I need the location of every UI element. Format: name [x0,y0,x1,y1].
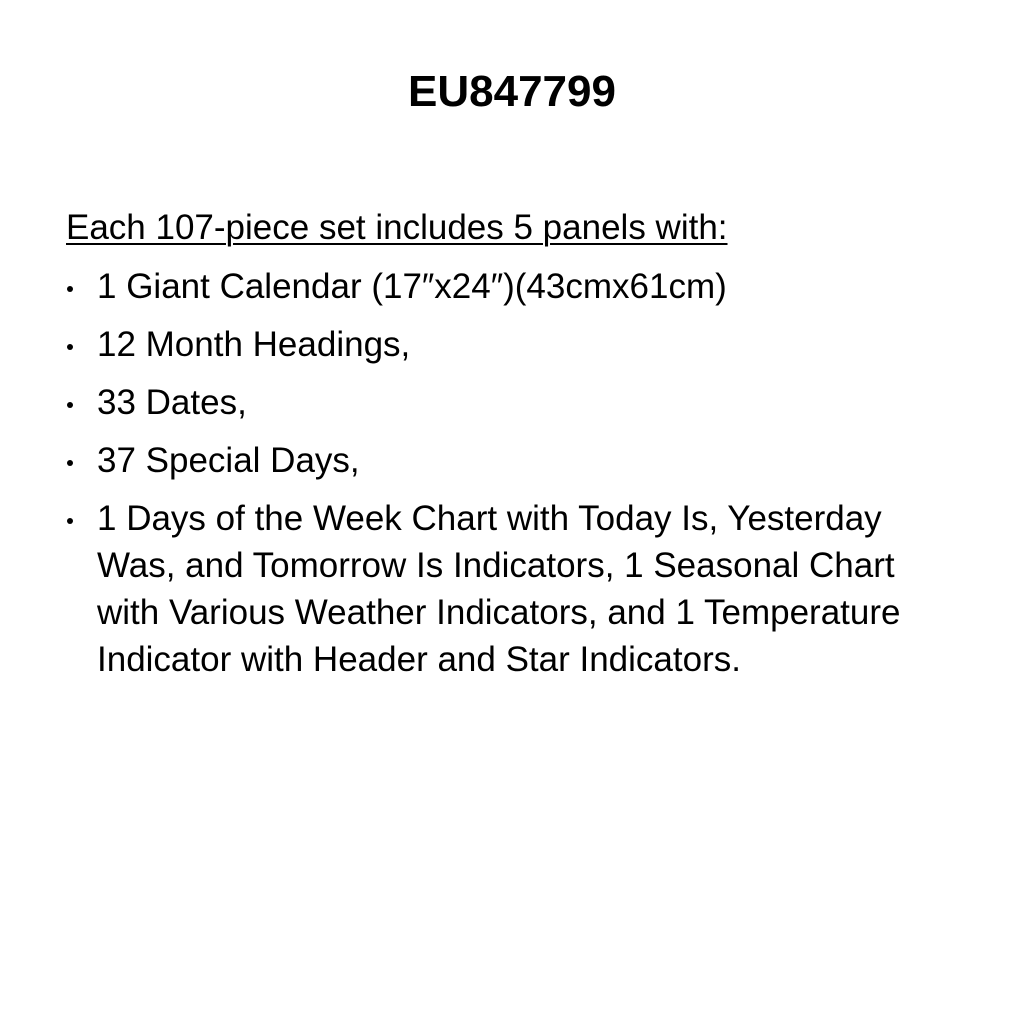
list-item [66,263,956,310]
product-code-title: EU847799 [408,67,616,116]
list-item-text: 1 Giant Calendar (17″x24″)(43cmx61cm) [97,267,727,306]
set-contents-intro: Each 107-piece set includes 5 panels with: [66,208,728,247]
list-item [66,495,956,683]
bullet-icon [66,321,74,368]
bullet-icon [66,379,74,426]
list-item [66,437,956,484]
list-item-text: 1 Days of the Week Chart with Today Is, Yesterday Was, and Tomorrow Is Indicators, 1 Seasonal Chart with Various Weather Indicators, and 1 Temperature Indicator with Header and Star Indicators. [97,499,901,679]
list-item [66,321,956,368]
list-item-text: 33 Dates, [97,383,247,422]
bullet-icon [66,263,74,310]
list-item-text: 37 Special Days, [97,441,360,480]
bullet-icon [66,437,74,484]
list-item-text: 12 Month Headings, [97,325,411,364]
list-item [66,379,956,426]
bullet-icon [66,495,74,542]
contents-list [66,263,956,694]
